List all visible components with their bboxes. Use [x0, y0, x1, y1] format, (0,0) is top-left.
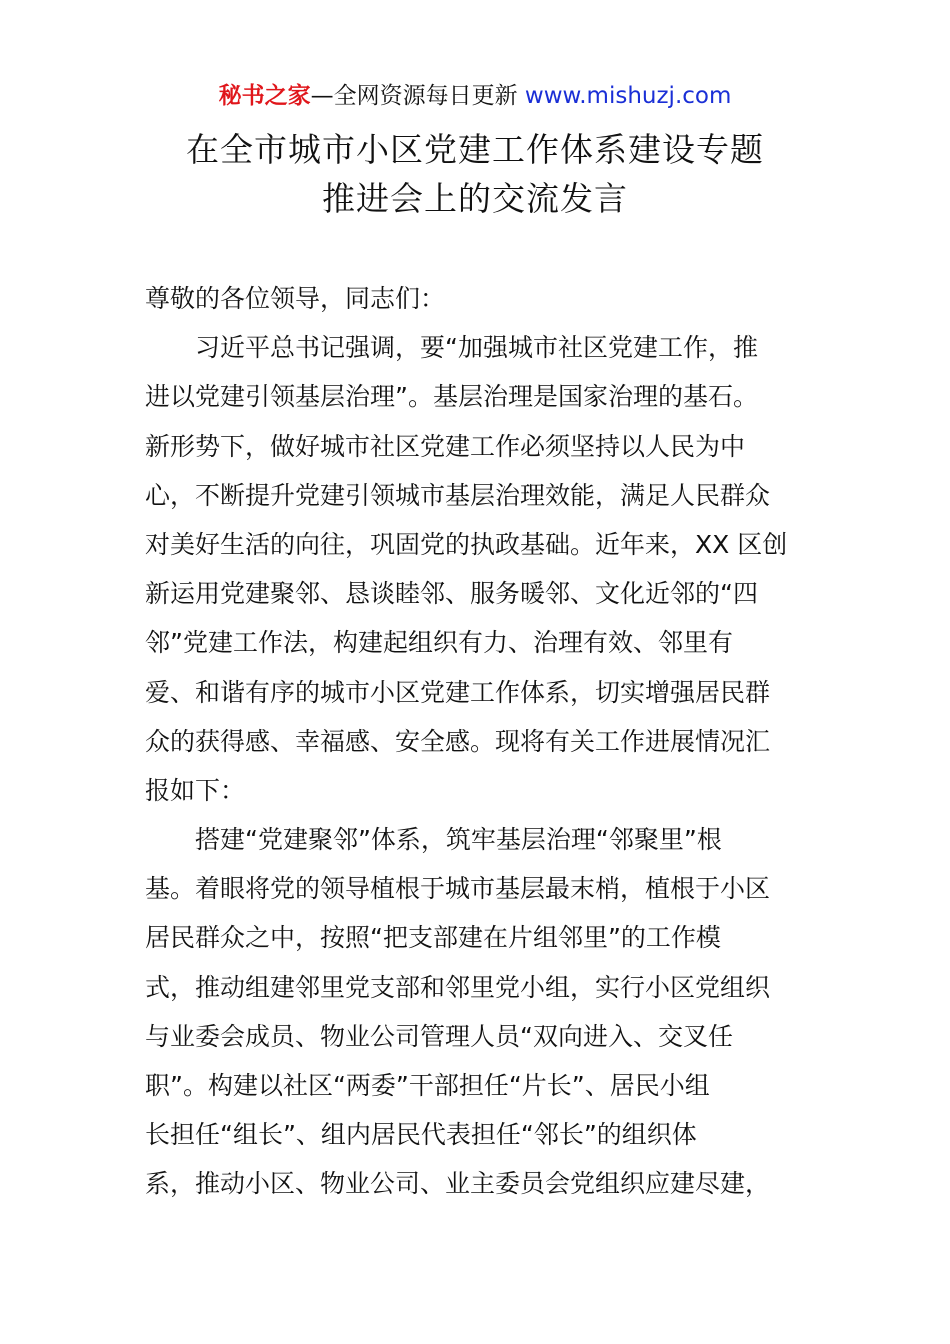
body-line: 式，推动组建邻里党支部和邻里党小组，实行小区党组织 [145, 972, 771, 1002]
body-line: 习近平总书记强调，要“加强城市社区党建工作，推 [195, 333, 758, 363]
document-body [145, 274, 807, 1209]
body-line: 爱、和谐有序的城市小区党建工作体系，切实增强居民群 [145, 677, 771, 707]
body-line: 众的获得感、幸福感、安全感。现将有关工作进展情况汇 [145, 726, 771, 756]
body-line: 对美好生活的向往，巩固党的执政基础。近年来，XX 区创 [145, 529, 788, 559]
body-line: 搭建“党建聚邻”体系，筑牢基层治理“邻聚里”根 [195, 825, 722, 855]
body-line: 报如下： [145, 775, 246, 805]
body-line: 长担任“组长”、组内居民代表担任“邻长”的组织体 [145, 1120, 697, 1150]
body-line: 尊敬的各位领导，同志们： [145, 284, 446, 313]
body-line: 与业委会成员、物业公司管理人员“双向进入、交叉任 [145, 1021, 733, 1051]
body-line: 新形势下，做好城市社区党建工作必须坚持以人民为中 [145, 431, 746, 461]
body-line: 新运用党建聚邻、恳谈睦邻、服务暖邻、文化近邻的“四 [145, 579, 758, 609]
body-line: 系，推动小区、物业公司、业主委员会党组织应建尽建， [145, 1169, 771, 1199]
body-line: 邻”党建工作法，构建起组织有力、治理有效、邻里有 [145, 628, 733, 658]
site-url-link[interactable]: www.mishuzj.com [524, 83, 732, 109]
body-line: 进以党建引领基层治理”。基层治理是国家治理的基石。 [145, 382, 758, 412]
body-line: 基。着眼将党的领导植根于城市基层最末梢，植根于小区 [145, 874, 771, 904]
header-tagline: —全网资源每日更新 [310, 83, 525, 109]
document-title-line-1: 在全市城市小区党建工作体系建设专题 [186, 130, 764, 169]
body-line: 职”。构建以社区“两委”干部担任“片长”、居民小组 [145, 1071, 710, 1100]
site-header [0, 80, 950, 112]
document-title-line-2: 推进会上的交流发言 [322, 179, 628, 218]
body-line: 心，不断提升党建引领城市基层治理效能，满足人民群众 [145, 480, 771, 510]
body-line: 居民群众之中，按照“把支部建在片组邻里”的工作模 [145, 923, 721, 953]
brand-name: 秘书之家 [218, 83, 311, 109]
